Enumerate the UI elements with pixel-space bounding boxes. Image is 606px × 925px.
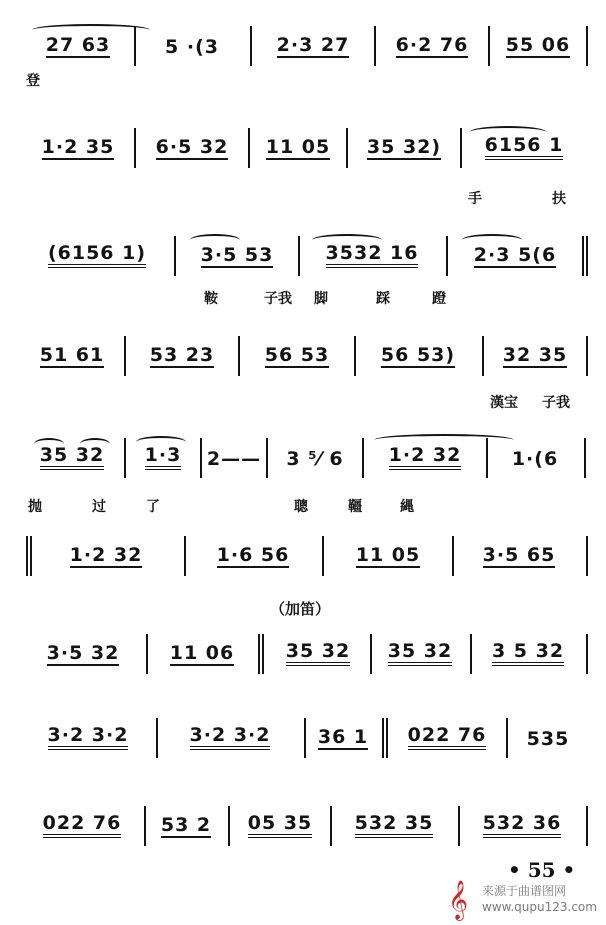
- barline: [482, 336, 484, 376]
- score-line-1: [24, 20, 590, 90]
- notes: 1·3: [145, 445, 182, 470]
- barline: [134, 128, 136, 168]
- barline: [370, 634, 372, 674]
- barline: [488, 26, 490, 66]
- barline: [144, 806, 146, 846]
- measure: [270, 432, 360, 476]
- measure: [492, 20, 584, 64]
- score-line-2: [24, 122, 590, 207]
- notes: 35 32): [366, 136, 442, 158]
- slur: [462, 234, 522, 246]
- notes: 2·3 27: [276, 34, 350, 56]
- measure: [24, 122, 132, 166]
- slur: [470, 126, 546, 138]
- lyric: 鞍: [204, 291, 218, 307]
- measure: [378, 20, 486, 64]
- lyric: 子我: [264, 291, 292, 307]
- barline: [470, 634, 472, 674]
- barline: [452, 536, 454, 576]
- score-line-5: [24, 432, 590, 515]
- slur: [374, 434, 514, 446]
- barline: [238, 336, 240, 376]
- score-line-4: [24, 330, 590, 411]
- measure: [242, 330, 352, 374]
- barline: [354, 336, 356, 376]
- notes: 1·2 32: [389, 445, 462, 470]
- measure: [334, 800, 454, 844]
- measure: [462, 800, 582, 844]
- lyric: 抛: [28, 499, 42, 515]
- notes: 32 35: [502, 344, 568, 366]
- measure: [374, 628, 466, 672]
- barline: [346, 128, 348, 168]
- notes: 05 35: [248, 813, 313, 838]
- score-line-9: [24, 800, 590, 870]
- notes: 35 32: [286, 641, 351, 666]
- slur: [136, 436, 186, 448]
- score-line-7: [24, 628, 590, 698]
- watermark: [448, 880, 598, 920]
- notes: 022 76: [43, 813, 122, 838]
- notes: 3·5 32: [46, 642, 120, 664]
- repeat-start-barline: [26, 536, 32, 576]
- score-line-8: [24, 712, 590, 782]
- barline: [184, 536, 186, 576]
- measure: [252, 122, 344, 166]
- measure: [24, 230, 170, 274]
- lyric: 扶: [552, 191, 566, 207]
- measure: [128, 330, 236, 374]
- measure: [148, 800, 224, 844]
- barline: [506, 718, 508, 758]
- notes: 3 ⁵⁄ 6: [286, 448, 344, 470]
- measure: [474, 628, 582, 672]
- barline: [362, 438, 364, 478]
- barline: [586, 336, 588, 376]
- notes: 1·2 32: [69, 544, 143, 566]
- barline: [228, 806, 230, 846]
- repeat-end-barline: [258, 634, 264, 674]
- slur: [32, 24, 150, 36]
- barline: [174, 236, 176, 276]
- lyrics-line: [24, 288, 590, 310]
- lyric: 踩: [376, 291, 390, 307]
- treble-clef-icon: 𝄞: [448, 880, 469, 920]
- lyric: 蹬: [432, 291, 446, 307]
- barline: [266, 438, 268, 478]
- barline: [586, 634, 588, 674]
- notes: 1·2 35: [41, 136, 115, 158]
- barline: [586, 806, 588, 846]
- measure: [138, 122, 246, 166]
- lyrics-line: [24, 70, 590, 92]
- notes: 3·5 53: [200, 244, 274, 266]
- barline: [446, 236, 448, 276]
- notes: 3·2 3·2: [190, 725, 271, 750]
- notes: 3·2 3·2: [48, 725, 129, 750]
- measure: [232, 800, 328, 844]
- barline: [584, 438, 586, 478]
- watermark-text: 来源于曲谱图网: [482, 884, 567, 898]
- measure: [308, 712, 378, 756]
- lyric: 了: [146, 499, 160, 515]
- notes: 022 76: [408, 725, 487, 750]
- measure: [254, 20, 372, 64]
- notes: 532 36: [483, 813, 562, 838]
- notes: 56 53): [380, 344, 456, 366]
- notes: (6156 1): [48, 243, 146, 268]
- barline: [124, 336, 126, 376]
- lyric: 韁: [348, 499, 362, 515]
- measure: [24, 330, 120, 374]
- barline: [304, 718, 306, 758]
- final-barline: [582, 236, 588, 276]
- measure: [392, 712, 502, 756]
- lyric: 子我: [542, 395, 570, 411]
- measure: [456, 530, 582, 574]
- notes: 11 05: [265, 136, 331, 158]
- lyric: 脚: [314, 291, 328, 307]
- notes: 3·5 65: [482, 544, 556, 566]
- score-line-3: [24, 230, 590, 307]
- slur: [312, 234, 382, 246]
- notes: 2·3 5(6: [473, 244, 557, 266]
- barline: [330, 806, 332, 846]
- measure: [326, 530, 450, 574]
- barline: [200, 438, 202, 478]
- instrument-annotation: （加笛）: [270, 600, 331, 618]
- barline: [460, 128, 462, 168]
- lyrics-line: [24, 188, 590, 210]
- page-number: • 55 •: [508, 858, 576, 882]
- notes: 11 05: [355, 544, 421, 566]
- measure: [358, 330, 478, 374]
- lyric: 聰: [294, 499, 308, 515]
- notes: 1·6 56: [216, 544, 290, 566]
- notes: 3 5 32: [492, 641, 564, 666]
- lyric: 登: [26, 73, 40, 89]
- notes: 35 32: [40, 445, 105, 470]
- notes: 535: [526, 728, 570, 750]
- barline: [156, 718, 158, 758]
- lyric: 手: [468, 191, 482, 207]
- notes: 53 23: [149, 344, 215, 366]
- notes: 11 06: [169, 642, 235, 664]
- lyric: 过: [92, 499, 106, 515]
- measure: [350, 122, 458, 166]
- barline: [248, 128, 250, 168]
- lyric: 漢宝: [490, 395, 518, 411]
- measure: [24, 800, 140, 844]
- measure: [188, 530, 318, 574]
- notes: 3532 16: [326, 243, 419, 268]
- notes: 5 ·(3: [165, 36, 219, 58]
- barline: [586, 536, 588, 576]
- barline: [374, 26, 376, 66]
- barline: [458, 806, 460, 846]
- slur: [80, 438, 110, 450]
- measure: [150, 628, 254, 672]
- barline: [146, 634, 148, 674]
- measure: [138, 20, 246, 64]
- measure: [510, 712, 586, 756]
- barline: [586, 26, 588, 66]
- lyrics-line: [24, 496, 590, 518]
- notes: 51 61: [39, 344, 105, 366]
- measure: [24, 712, 152, 756]
- measure: [268, 628, 368, 672]
- measure: [34, 530, 178, 574]
- barline: [322, 536, 324, 576]
- notes: 2——: [206, 448, 262, 470]
- notes: 6156 1: [485, 135, 564, 160]
- notes: 532 35: [355, 813, 434, 838]
- barline: [250, 26, 252, 66]
- score-line-6: [24, 530, 590, 600]
- notes: 6·2 76: [395, 34, 469, 56]
- measure: [204, 432, 264, 476]
- notes: 6·5 32: [155, 136, 229, 158]
- barline: [298, 236, 300, 276]
- notes: 35 32: [388, 641, 453, 666]
- lyrics-line: [24, 392, 590, 414]
- repeat-start-barline: [382, 718, 388, 758]
- notes: 53 2: [160, 814, 212, 836]
- notes: 56 53: [264, 344, 330, 366]
- measure: [160, 712, 300, 756]
- notes: 36 1: [317, 726, 369, 748]
- watermark-url: www.qupu123.com: [482, 900, 597, 914]
- measure: [24, 628, 142, 672]
- measure: [486, 330, 584, 374]
- notes: 55 06: [505, 34, 571, 56]
- barline: [124, 438, 126, 478]
- slur: [190, 234, 240, 246]
- lyric: 縄: [400, 499, 414, 515]
- slur: [34, 438, 64, 450]
- notes: 1·(6: [511, 448, 559, 470]
- notes: 27 63: [45, 34, 111, 56]
